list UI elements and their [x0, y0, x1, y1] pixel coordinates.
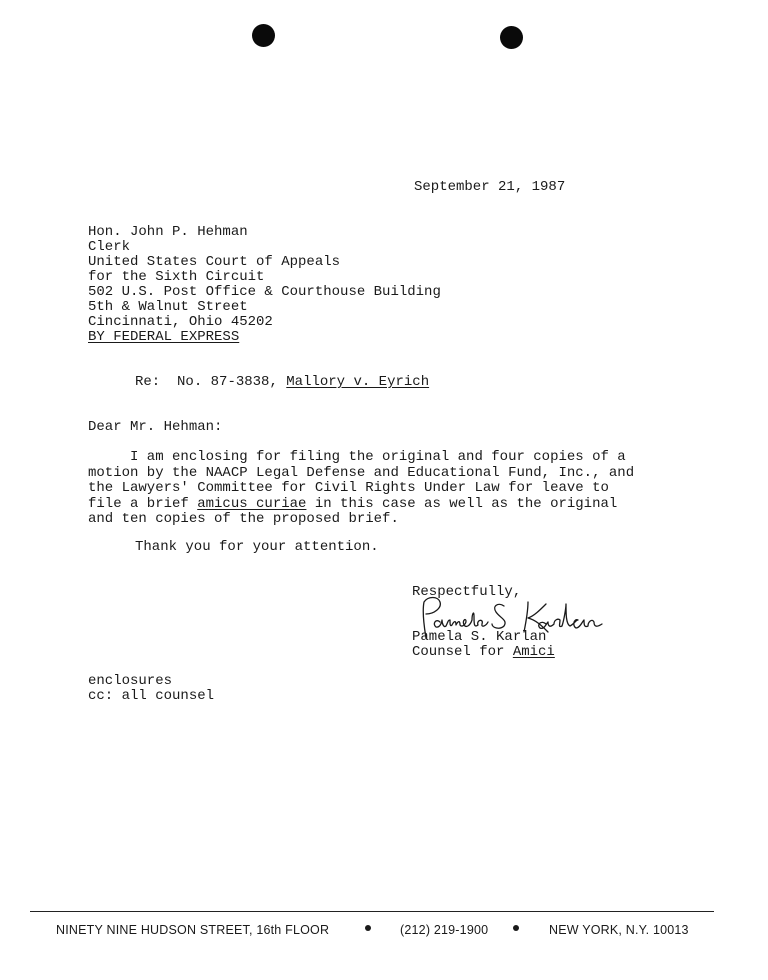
footer-bullet — [513, 925, 519, 931]
body-line: in this case as well as the original — [306, 495, 618, 512]
recipient-line: Clerk — [88, 239, 131, 255]
body-line: motion by the NAACP Legal Defense and Educational Fund, Inc., and — [88, 464, 635, 481]
recipient-line: 502 U.S. Post Office & Courthouse Building — [88, 284, 441, 300]
recipient-line: United States Court of Appeals — [88, 254, 341, 270]
case-number: No. 87-3838, — [177, 374, 278, 390]
footer-phone: (212) 219-1900 — [400, 923, 489, 937]
thanks-line: Thank you for your attention. — [135, 539, 379, 555]
body-line: file a brief — [88, 495, 198, 512]
enclosures-note: enclosures — [88, 673, 173, 689]
body-line: and ten copies of the proposed brief. — [88, 511, 399, 527]
footer-address: NINETY NINE HUDSON STREET, 16th FLOOR — [56, 923, 330, 937]
footer-city: NEW YORK, N.Y. 10013 — [549, 923, 689, 937]
cc-note: cc: all counsel — [88, 688, 215, 704]
punch-hole-left — [252, 24, 275, 47]
amici-term: Amici — [512, 644, 555, 660]
body-line: I am enclosing for filing the original and four copies of a — [88, 449, 626, 465]
amicus-curiae-term: amicus curiae — [197, 495, 307, 512]
letter-date: September 21, 1987 — [414, 179, 566, 195]
recipient-line: for the Sixth Circuit — [88, 269, 265, 285]
recipient-line: 5th & Walnut Street — [88, 299, 248, 315]
footer-divider — [30, 911, 714, 912]
signer-title-text: Counsel for — [412, 644, 513, 660]
case-name: Mallory v. Eyrich — [286, 374, 430, 390]
signer-name: Pamela S. Karlan — [412, 629, 547, 645]
re-line — [135, 375, 429, 390]
recipient-line: Hon. John P. Hehman — [88, 224, 248, 240]
signer-title — [412, 645, 555, 660]
delivery-method: BY FEDERAL EXPRESS — [88, 329, 240, 345]
footer-bullet — [365, 925, 371, 931]
recipient-line: Cincinnati, Ohio 45202 — [88, 314, 273, 330]
re-label: Re: — [135, 374, 161, 390]
body-line: the Lawyers' Committee for Civil Rights Under Law for leave to — [88, 480, 609, 496]
salutation: Dear Mr. Hehman: — [88, 419, 223, 435]
punch-hole-right — [500, 26, 523, 49]
valediction: Respectfully, — [412, 584, 522, 600]
body-paragraph — [88, 450, 708, 528]
